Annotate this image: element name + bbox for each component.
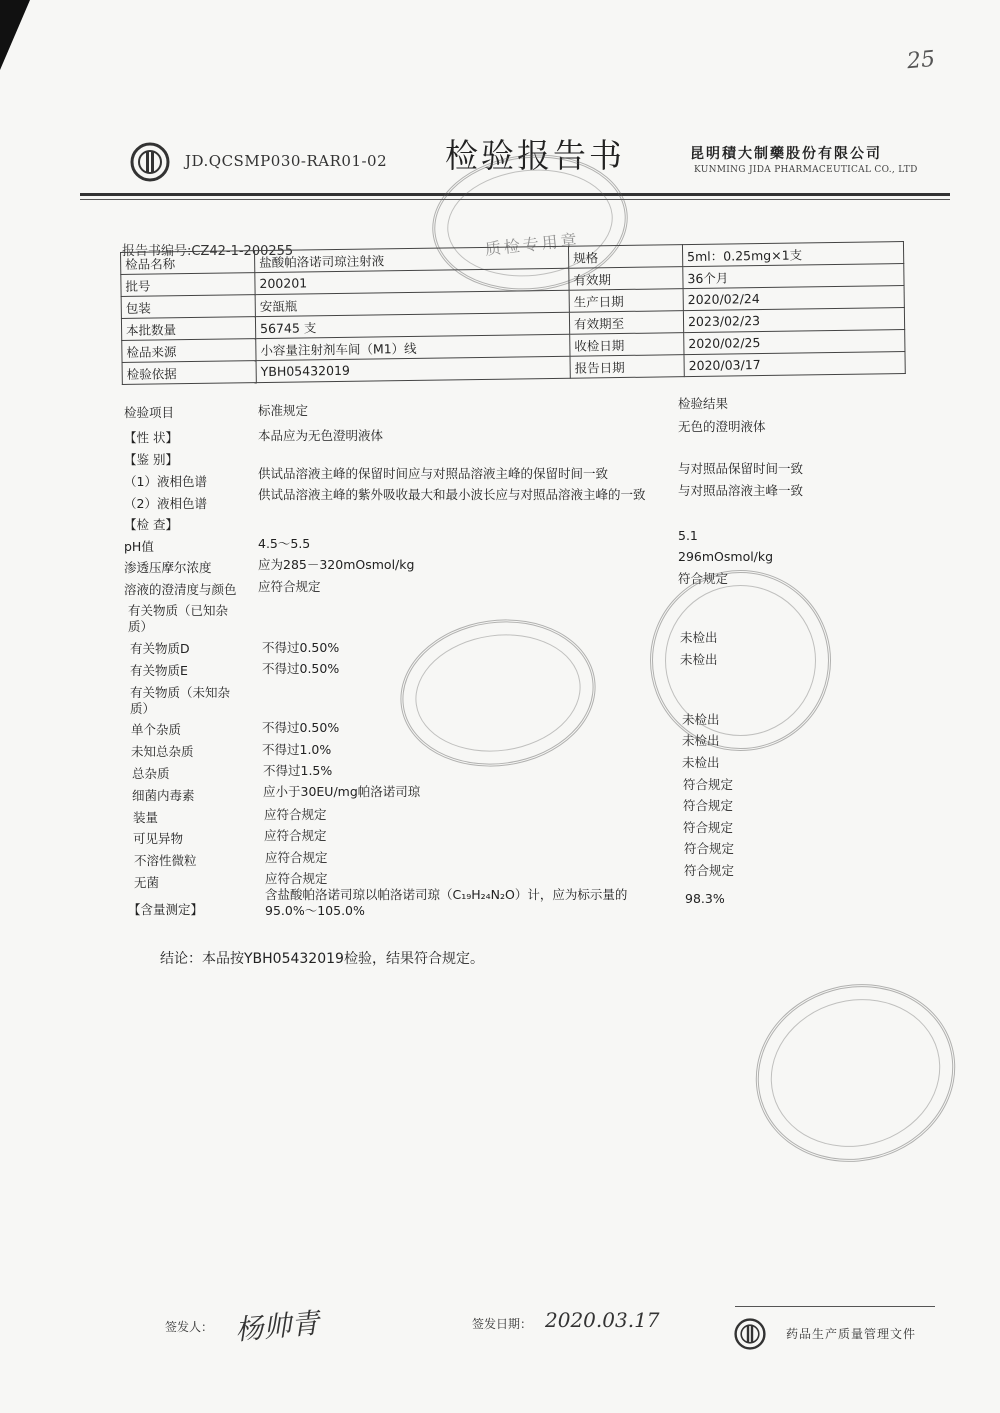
report-number: 报告书编号:CZ42-1-200255 — [122, 244, 294, 259]
scan-corner-shadow — [0, 0, 30, 70]
test-item-result: 符合规定 — [684, 863, 735, 878]
document-code: JD.QCSMP030-RAR01-02 — [185, 152, 388, 170]
test-item-name: 【性 状】 — [124, 430, 178, 445]
test-item-name: 检验项目 — [124, 405, 175, 420]
company-name-cn: 昆明積大制藥股份有限公司 — [690, 146, 882, 162]
test-item-name: 有关物质E — [130, 663, 188, 678]
info-value: 56745 支 — [255, 312, 569, 338]
test-item-name: 可见异物 — [133, 831, 184, 846]
issue-date-label: 签发日期： — [472, 1317, 533, 1331]
footer-logo-icon — [734, 1318, 766, 1350]
info-value: 2020/02/24 — [683, 286, 904, 311]
test-item-name: 不溶性微粒 — [134, 853, 197, 868]
company-logo-icon — [130, 142, 170, 182]
test-item-name: 有关物质D — [130, 641, 190, 656]
test-item-result: 符合规定 — [683, 777, 734, 792]
test-item-result: 未检出 — [680, 652, 718, 667]
info-key: 报告日期 — [570, 355, 684, 379]
page-title: 检验报告书 — [445, 136, 625, 175]
test-item-standard: 标准规定 — [258, 403, 309, 418]
handwritten-page-number: 25 — [905, 46, 937, 75]
test-item-standard: 不得过0.50% — [262, 640, 340, 655]
test-item-result: 98.3% — [685, 891, 725, 906]
customer-seal-ring — [754, 980, 957, 1165]
test-item-name: （2）液相色谱 — [124, 496, 207, 511]
test-item-name: 装量 — [133, 810, 159, 825]
info-key: 包装 — [121, 295, 255, 319]
round-seal-stamp — [650, 570, 831, 751]
info-value: 200201 — [255, 268, 569, 294]
test-item-standard: 供试品溶液主峰的紫外吸收最大和最小波长应与对照品溶液主峰的一致 — [258, 487, 646, 502]
test-item-name: 【含量测定】 — [128, 902, 204, 917]
info-value: YBH05432019 — [256, 356, 570, 382]
test-item-standard: 应为285－320mOsmol/kg — [258, 557, 415, 572]
test-item-standard: 应符合规定 — [264, 828, 327, 843]
test-item-standard: 不得过1.5% — [263, 763, 333, 778]
info-key: 有效期至 — [569, 311, 683, 335]
info-key: 收检日期 — [570, 333, 684, 357]
test-item-result: 符合规定 — [684, 841, 735, 856]
test-item-result: 与对照品溶液主峰一致 — [678, 483, 804, 498]
info-value: 小容量注射剂车间（M1）线 — [256, 334, 570, 360]
test-item-name: （1）液相色谱 — [124, 474, 207, 489]
info-key: 检验依据 — [122, 361, 256, 385]
info-key: 检品来源 — [122, 339, 256, 363]
signer-signature: 杨帅青 — [233, 1306, 321, 1347]
info-key: 有效期 — [569, 267, 683, 291]
test-item-standard: 应符合规定 — [265, 850, 328, 865]
test-item-name: 未知总杂质 — [131, 744, 194, 759]
test-item-result: 检验结果 — [678, 396, 729, 411]
info-value: 2023/02/23 — [683, 308, 904, 333]
test-item-name: 总杂质 — [132, 766, 170, 781]
test-item-result: 5.1 — [678, 528, 698, 543]
test-item-result: 符合规定 — [683, 820, 734, 835]
test-item-result: 无色的澄明液体 — [678, 419, 766, 434]
signer-label: 签发人： — [165, 1320, 214, 1334]
info-key: 批号 — [121, 273, 255, 297]
test-item-standard: 应小于30EU/mg帕洛诺司琼 — [263, 784, 421, 799]
test-item-result: 符合规定 — [678, 571, 729, 586]
test-item-standard: 应符合规定 — [258, 579, 321, 594]
conclusion-text: 结论：本品按YBH05432019检验，结果符合规定。 — [160, 951, 484, 967]
info-key: 本批数量 — [121, 317, 255, 341]
test-item-standard: 供试品溶液主峰的保留时间应与对照品溶液主峰的保留时间一致 — [258, 466, 609, 481]
test-item-result: 未检出 — [682, 755, 720, 770]
test-item-standard: 应符合规定 — [264, 807, 327, 822]
footer-text: 药品生产质量管理文件 — [786, 1327, 917, 1341]
test-item-standard: 不得过1.0% — [262, 742, 332, 757]
company-seal-ring — [408, 624, 589, 762]
test-item-result: 未检出 — [682, 712, 720, 727]
test-item-result: 未检出 — [682, 733, 720, 748]
company-name-en: KUNMING JIDA PHARMACEUTICAL CO., LTD — [694, 165, 918, 175]
info-value: 5ml：0.25mg×1支 — [682, 242, 903, 267]
info-value: 36个月 — [683, 264, 904, 289]
info-value: 盐酸帕洛诺司琼注射液 — [254, 246, 568, 272]
test-item-standard: 4.5～5.5 — [258, 536, 311, 551]
test-item-result: 未检出 — [680, 630, 718, 645]
test-item-name: 有关物质（已知杂质） — [128, 603, 229, 634]
qc-stamp-text: 质检专用章 — [483, 229, 581, 259]
test-item-name: 细菌内毒素 — [132, 788, 195, 803]
test-item-name: 有关物质（未知杂质） — [130, 685, 231, 716]
test-item-standard: 本品应为无色澄明液体 — [258, 428, 384, 443]
round-seal-ring — [665, 585, 816, 736]
test-item-name: 溶液的澄清度与颜色 — [124, 582, 237, 597]
info-value: 2020/02/25 — [684, 330, 905, 355]
test-item-result: 与对照品保留时间一致 — [678, 461, 804, 476]
test-item-name: 【鉴 别】 — [124, 452, 178, 467]
info-key: 检品名称 — [121, 251, 255, 275]
product-info-table — [120, 241, 906, 385]
test-item-name: 渗透压摩尔浓度 — [124, 560, 212, 575]
info-key: 生产日期 — [569, 289, 683, 313]
test-item-name: 单个杂质 — [131, 722, 182, 737]
info-value: 2020/03/17 — [684, 352, 905, 377]
test-item-standard: 应符合规定 — [265, 871, 328, 886]
test-item-standard: 不得过0.50% — [262, 720, 340, 735]
test-item-standard: 不得过0.50% — [262, 661, 340, 676]
info-value: 安瓿瓶 — [255, 290, 569, 316]
test-item-name: 【检 查】 — [124, 517, 178, 532]
test-item-result: 296mOsmol/kg — [678, 549, 774, 564]
test-item-name: 无菌 — [134, 875, 160, 890]
test-item-standard: 含盐酸帕洛诺司琼以帕洛诺司琼（C₁₉H₂₄N₂O）计，应为标示量的95.0%～105.0% — [265, 887, 628, 918]
test-item-result: 符合规定 — [683, 798, 734, 813]
issue-date-handwritten: 2020.03.17 — [545, 1308, 660, 1332]
customer-seal-stamp — [736, 962, 976, 1184]
footer-rule — [735, 1306, 935, 1307]
test-item-name: pH值 — [124, 539, 154, 554]
info-key: 规格 — [568, 245, 682, 269]
